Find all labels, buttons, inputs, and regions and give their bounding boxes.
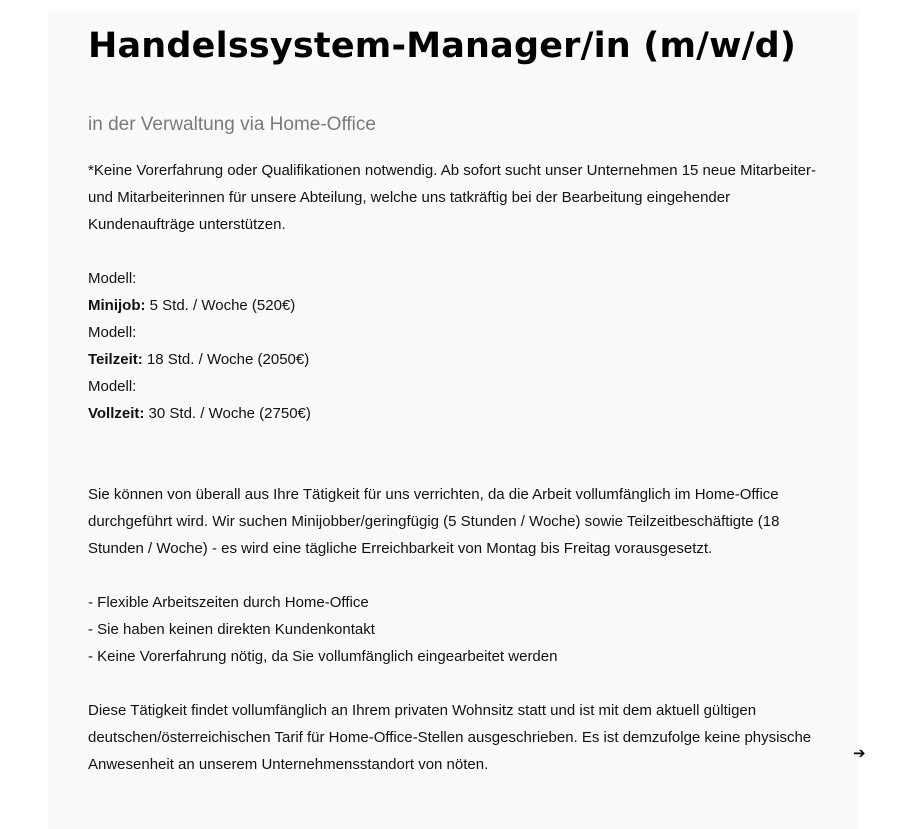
model-name-teilzeit: Teilzeit: — [88, 351, 143, 368]
job-content — [88, 12, 828, 773]
model-line-vollzeit — [88, 400, 828, 427]
closing-paragraph: Diese Tätigkeit findet vollumfänglich an Ihrem privaten Wohnsitz statt und ist mit dem aktuell gültigen deutschen/österreichischen Tarif für Home-Office-Stellen ausgeschrieben. Es ist demzufolge keine physische Anwesenheit an unserem Unternehmensstandort von nöten. — [88, 702, 812, 773]
model-heading-2: Modell: — [88, 324, 137, 341]
job-subtitle: in der Verwaltung via Home-Office — [88, 114, 376, 135]
job-card — [48, 12, 866, 829]
model-heading-1: Modell: — [88, 270, 137, 287]
model-line-minijob — [88, 292, 828, 319]
page-title: Handelssystem-Manager/in (m/w/d) — [88, 26, 797, 66]
intro-paragraph: *Keine Vorerfahrung oder Qualifikationen notwendig. Ab sofort sucht unser Unternehmen 15 neue Mitarbeiter- und Mitarbeiterinnen für unsere Abteilung, welche uns tatkräftig bei der Bearbeitung eingehender Kundenaufträge unterstützen. — [88, 162, 816, 233]
model-heading-3: Modell: — [88, 378, 137, 395]
model-detail-minijob: 5 Std. / Woche (520€) — [145, 297, 296, 314]
model-detail-vollzeit: 30 Std. / Woche (2750€) — [144, 405, 311, 422]
benefit-item: - Keine Vorerfahrung nötig, da Sie vollumfänglich eingearbeitet werden — [88, 648, 558, 665]
model-detail-teilzeit: 18 Std. / Woche (2050€) — [142, 351, 310, 368]
model-name-minijob: Minijob: — [88, 297, 146, 314]
arrow-right-icon[interactable]: ➔ — [853, 745, 866, 762]
job-description — [88, 157, 828, 778]
model-name-vollzeit: Vollzeit: — [88, 405, 145, 422]
benefit-item: - Sie haben keinen direkten Kundenkontakt — [88, 621, 375, 638]
model-line-teilzeit — [88, 346, 828, 373]
benefit-item: - Flexible Arbeitszeiten durch Home-Office — [88, 594, 369, 611]
description-paragraph: Sie können von überall aus Ihre Tätigkeit für uns verrichten, da die Arbeit vollumfänglich im Home-Office durchgeführt wird. Wir suchen Minijobber/geringfügig (5 Stunden / Woche) sowie Teilzeitbeschäftigte (18 Stunden / Woche) - es wird eine tägliche Erreichbarkeit von Montag bis Freitag vorausgesetzt. — [88, 486, 780, 557]
